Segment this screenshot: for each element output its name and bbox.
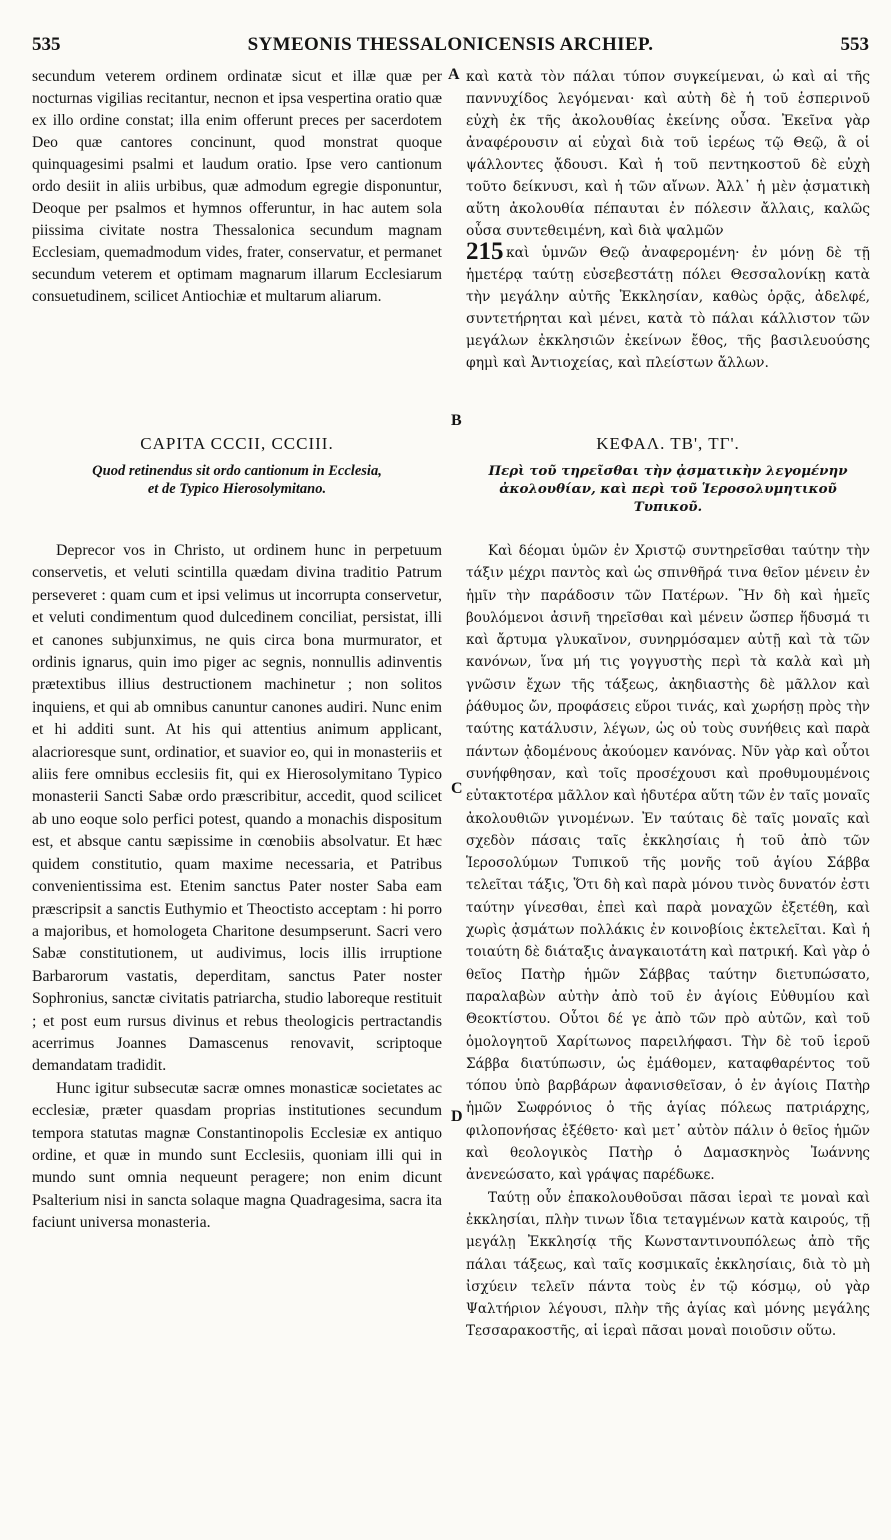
- latin-paragraph-2: Hunc igitur subsecutæ sacræ omnes monasticæ societates ac ecclesiæ, præter quasdam proprias institutiones secundum tempora statutas magnæ Constantinopolis Ecclesiæ ex antiquo ordine, et quæ in mundo sunt Ecclesiis, quoniam illi qui in mundo sunt omnia nequeunt peragere; non enim dicunt Psalterium nisi in sancta solaque magna Quadragesima, sacra ita faciunt universa monasteria.: [32, 1079, 442, 1232]
- margin-marker-a: A: [448, 66, 460, 83]
- margin-marker-c: C: [451, 780, 463, 797]
- latin-chapter-heading-block: [32, 434, 442, 498]
- greek-top-text: [466, 66, 870, 374]
- page-header: [32, 34, 869, 60]
- greek-top-paragraph-a: καὶ κατὰ τὸν πάλαι τύπον συγκείμεναι, ὡ καὶ αἱ τῆς παννυχίδος λεγόμεναι· καὶ αὐτὴ δὲ ἡ τοῦ ἑσπερινοῦ εὐχὴ ἐκ τῆς ἀκολουθίας ἐκείνης οὖσα. Ἐκεῖνα γὰρ ἀναφέρουσιν αἱ εὐχαὶ διὰ τοῦ ἱερέως τῷ Θεῷ, ἃ οἱ ψάλλοντες ᾄδουσι. Καὶ ἡ τοῦ πεντηκοστοῦ δὲ εὐχὴ τοῦτο δείκνυσι, καὶ ἡ τῶν αἴνων. Ἀλλ᾽ ἡ μὲν ᾀσματικὴ αὕτη ἀκολουθία πέπαυται ἐν πόλεσιν ἄλλαις, καλῶς οὖσα συντεθειμένη, καὶ διὰ ψαλμῶν: [466, 69, 870, 239]
- latin-paragraph-1: Deprecor vos in Christo, ut ordinem hunc in perpetuum conservetis, et veluti scintilla quædam divina traditio Patrum perseveret : quam cum et ipsi velimus ut incorrupta conservetur, et veluti condimentum quod dulcedinem conciliat, persistat, illi et canones subjunximus, ne quis circa bona murmurator, et ordinis ignarus, quin imo piger ac segnis, nonnullis adinventis prætextibus illius destructionem machinetur ; non solitos inquiens, et qui ab omnibus canuntur canones audiri. Nunc enim et hi additi sunt. At his qui attentius animum applicant, alacrioresque sunt, ordinatior, et suavior eo, qui in monasteriis et aliis fere omnibus ecclesiis fit, qui ex Hierosolymitano Typico monasterii Sancti Sabæ ordo præscribitur, accedit, quod scilicet ab uno eoque solo perfici potest, quando a monachis dispositum est, et absque cantu sæpissime in cœnobiis absolvatur. Et hæc quidem constitutio, quam maxime necessaria, et Patribus convenientissima est. Etenim sanctus Pater noster Saba eam præscripsit a sanctis Euthymio et Theoctisto acceptam : hi porro a majoribus, et homologeta Charitone desumpserunt. Sacri vero Sabæ constitutionem, ut audivimus, locis illis irruptione Barbarorum vastatis, deperditam, sanctus Pater noster Sophronius, sanctæ civitatis patriarcha, studio laboreque restituit ; et post eum rursus divinus et rebus theologicis pertractandis acerrimus Joannes Damascenus renovavit, scriptoque demandatam tradidit.: [32, 542, 442, 1075]
- latin-top-paragraph: secundum veterem ordinem ordinatæ sicut et illæ quæ per nocturnas vigilias recitantur, necnon et ipsa vespertina oratio quæ ex illo ordine constat; illa enim offerunt preces per sacerdotem Deo quæ cantores concinunt, quod monstrat quoque quinquagesimi psalmi et laudum oratio. Ipse vero cantionum ordo desiit in aliis urbibus, quæ admodum egregie disponuntur, Deoque per psalmos et hymnos offeruntur, in hac autem sola piissima civitate nostra Thessalonica secundum magnam Ecclesiam, quemadmodum vides, frater, conservatur, et permanet secundum veterem et optimam magnarum illarum Ecclesiarum consuetudinem, scilicet Antiochiæ et multarum aliarum.: [32, 68, 442, 305]
- latin-chapter-subtitle-1: Quod retinendus sit ordo cantionum in Ecclesia,: [92, 463, 382, 479]
- greek-paragraph-2: Ταύτῃ οὖν ἐπακολουθοῦσαι πᾶσαι ἱεραὶ τε μοναὶ καὶ ἐκκλησίαι, πλὴν τινων ἴδια τεταγμένων κατὰ καιρούς, τῇ μεγάλῃ Ἐκκλησίᾳ τῆς Κωνσταντινουπόλεως ἀπὸ τῆς πάλαι τάξεως, καὶ ταῖς κοσμικαῖς ἐκκλησίαις, διὰ τὸ μὴ ἰσχύειν τελεῖν πάντα τοὺς ἐν τῷ κόσμῳ, οὐ γὰρ Ψαλτήριον λέγουσι, πλὴν τῆς ἁγίας καὶ μόνης μεγάλης Τεσσαρακοστῆς, αἱ ἱεραὶ πᾶσαι μοναὶ ποιοῦσιν οὕτω.: [466, 1189, 870, 1340]
- column-number: 215: [466, 238, 504, 265]
- greek-chapter-heading-block: [466, 434, 870, 516]
- greek-chapter-subtitle-2: ἀκολουθίαν, καὶ περὶ τοῦ Ἱεροσολυμητικοῦ: [499, 481, 837, 497]
- greek-body: [466, 540, 870, 1343]
- greek-top-paragraph-b: [466, 242, 870, 374]
- greek-paragraph-1: Καὶ δέομαι ὑμῶν ἐν Χριστῷ συντηρεῖσθαι ταύτην τὴν τάξιν μέχρι παντὸς καὶ ὡς σπινθῆρά τινα θεῖον μένειν ἐν ἡμῖν τὴν παράδοσιν τῶν Πατέρων. Ἣν δὴ καὶ ἡμεῖς βουλόμενοι ἀσινῆ τηρεῖσθαι καὶ μένειν ὥσπερ ἥδυσμά τι καὶ ἄρτυμα γλυκαῖνον, συνηρμόσαμεν αὐτῇ καὶ τὰ τῶν κανόνων, ἵνα μή τις γογγυστὴς περὶ τὰ καλὰ καὶ μὴ γνῶσιν ἔχων τῆς τάξεως, ἀκηδιαστὴς δὲ μᾶλλον καὶ ῥάθυμος ὤν, προφάσεις εὕροι τινάς, καὶ χωρήσῃ πρὸς τὴν ταύτης κατάλυσιν, λέγων, ὡς οὐ τοὺς συνήθεις καὶ παρὰ πάντων ᾀδομένους ἀκούομεν κανόνας. Νῦν γὰρ καὶ οὗτοι συνήφθησαν, καὶ τοῖς προσέχουσι καὶ προθυμουμένοις εὐτακτοτέρα μᾶλλον καὶ ἡδυτέρα αὕτη τῶν ἐν ταῖς μοναῖς ἀκολουθιῶν γινομένων. Ἐν ταύταις δὲ ταῖς μοναῖς καὶ σχεδὸν πάσαις ταῖς ἐκκλησίαις ἡ τοῦ ἀπὸ τῶν Ἱεροσολύμων Τυπικοῦ τῆς μονῆς τοῦ ἁγίου Σάββα τελεῖται τάξις, Ὅτι δὴ καὶ παρὰ μόνου τινὸς δυνατόν ἐστι ταύτην γίνεσθαι, ἐπεὶ καὶ παρὰ μοναχῶν ἐξετέθη, καὶ χωρὶς ᾀσμάτων πολλάκις ἐν κοινοβίοις ἐκτελεῖται. Καὶ ἡ τοιαύτη δὲ διάταξις ἀναγκαιοτάτη καὶ πατρική. Καὶ γὰρ ὁ θεῖος Πατὴρ ἡμῶν Σάββας ταύτην διετυπώσατο, παραλαβὼν αὐτὴν ἀπὸ τοῦ ἐν ἁγίοις Εὐθυμίου καὶ Θεοκτίστου. Οὗτοι δέ γε ἀπὸ τῶν πρὸ αὐτῶν, καὶ τοῦ ὁμολογητοῦ Χαρίτωνος παρειλήφασι. Τὴν δὲ τοῦ ἱεροῦ Σάββα διατύπωσιν, ὡς ἐμάθομεν, καταφθαρέντος τοῦ τόπου ὑπὸ βαρβάρων ἀφανισθεῖσαν, ὁ ἐν ἁγίοις Πατὴρ ἡμῶν Σωφρόνιος ὁ τῆς ἁγίας πόλεως πατριάρχης, φιλοπονήσας ἐξέθετο· καὶ μετ᾽ αὐτὸν πάλιν ὁ θεῖος ἡμῶν καὶ θεολογικὸς Πατὴρ ὁ Δαμασκηνὸς Ἰωάννης ἀνενεώσατο, καὶ γράψας παρέδωκε.: [466, 543, 870, 1184]
- greek-chapter-subtitle-3: Τυπικοῦ.: [633, 499, 703, 515]
- running-title: SYMEONIS THESSALONICENSIS ARCHIEP.: [247, 34, 654, 55]
- margin-marker-b: B: [451, 412, 462, 429]
- greek-chapter-heading: ΚΕΦΑΛ. ΤΒ', ΤΓ'.: [596, 434, 740, 453]
- page-number-right: 553: [840, 34, 869, 55]
- greek-chapter-subtitle-1: Περὶ τοῦ τηρεῖσθαι τὴν ᾀσματικὴν λεγομένην: [488, 463, 848, 479]
- greek-top-paragraph-b-text: καὶ ὑμνῶν Θεῷ ἀναφερομένη· ἐν μόνῃ δὲ τῇ ἡμετέρᾳ ταύτῃ εὐσεβεστάτῃ πόλει Θεσσαλονίκῃ κατὰ τὴν μεγάλην αὐτῆς Ἐκκλησίαν, καθὼς ὁρᾷς, ἀδελφέ, συντετήρηται καὶ μένει, κατὰ τὸ πάλαι κάλλιστον τῶν μεγάλων ἐκκλησιῶν ἐκείνων ἔθος, τῆς βασιλευούσης φημὶ καὶ Ἀντιοχείας, καὶ πλείστων ἄλλων.: [466, 245, 870, 371]
- latin-top-text: [32, 66, 442, 396]
- latin-body: [32, 540, 442, 1235]
- page-number-left: 535: [32, 34, 61, 55]
- margin-marker-d: D: [451, 1108, 463, 1125]
- latin-chapter-subtitle-2: et de Typico Hierosolymitano.: [147, 481, 327, 497]
- latin-chapter-heading: CAPITA CCCII, CCCIII.: [140, 434, 334, 453]
